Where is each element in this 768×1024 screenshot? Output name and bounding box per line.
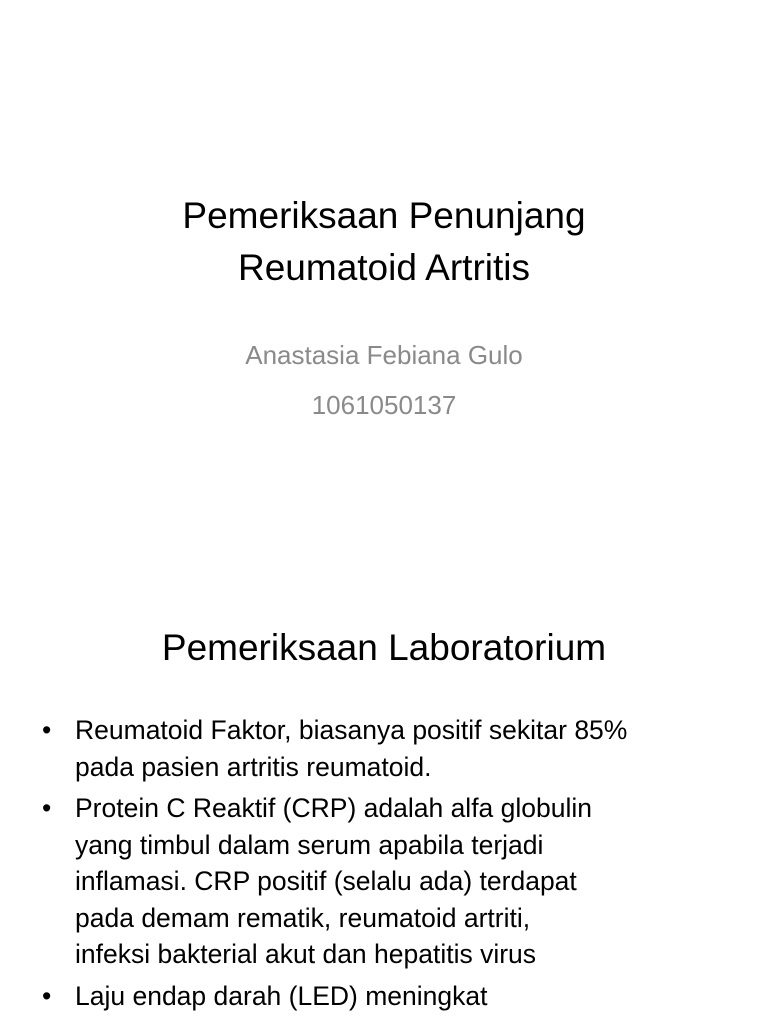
bullet-text-line: Laju endap darah (LED) meningkat [75,980,488,1011]
bullet-text-line: infeksi bakterial akut dan hepatitis virus [75,939,537,969]
presentation-title-line-2: Reumatoid Artritis [238,247,530,288]
bullet-text-line: Reumatoid Faktor, biasanya positif sekitar 85% [75,715,628,745]
bullet-text-line: yang timbul dalam serum apabila terjadi [75,829,544,860]
presentation-title [0,190,768,294]
student-id: 1061050137 [311,390,457,420]
slide-title: Pemeriksaan Laboratorium [161,627,607,668]
bullet-list [42,712,732,1019]
bullet-text-line: pada demam rematik, reumatoid artriti, [75,902,531,933]
presentation-subtitle [0,330,768,430]
bullet-icon: • [42,793,52,823]
author-name: Anastasia Febiana Gulo [245,340,523,370]
bullet-item [42,978,732,1015]
bullet-icon: • [42,715,52,745]
bullet-icon: • [42,980,52,1011]
bullet-text-line: pada pasien artritis reumatoid. [75,751,432,782]
presentation-title-line-1: Pemeriksaan Penunjang [182,195,586,236]
bullet-item [42,712,732,785]
bullet-text-line: Protein C Reaktif (CRP) adalah alfa globulin [75,793,593,823]
bullet-item [42,790,732,973]
bullet-text-line: inflamasi. CRP positif (selalu ada) terdapat [75,866,577,896]
content-slide [0,576,768,1024]
